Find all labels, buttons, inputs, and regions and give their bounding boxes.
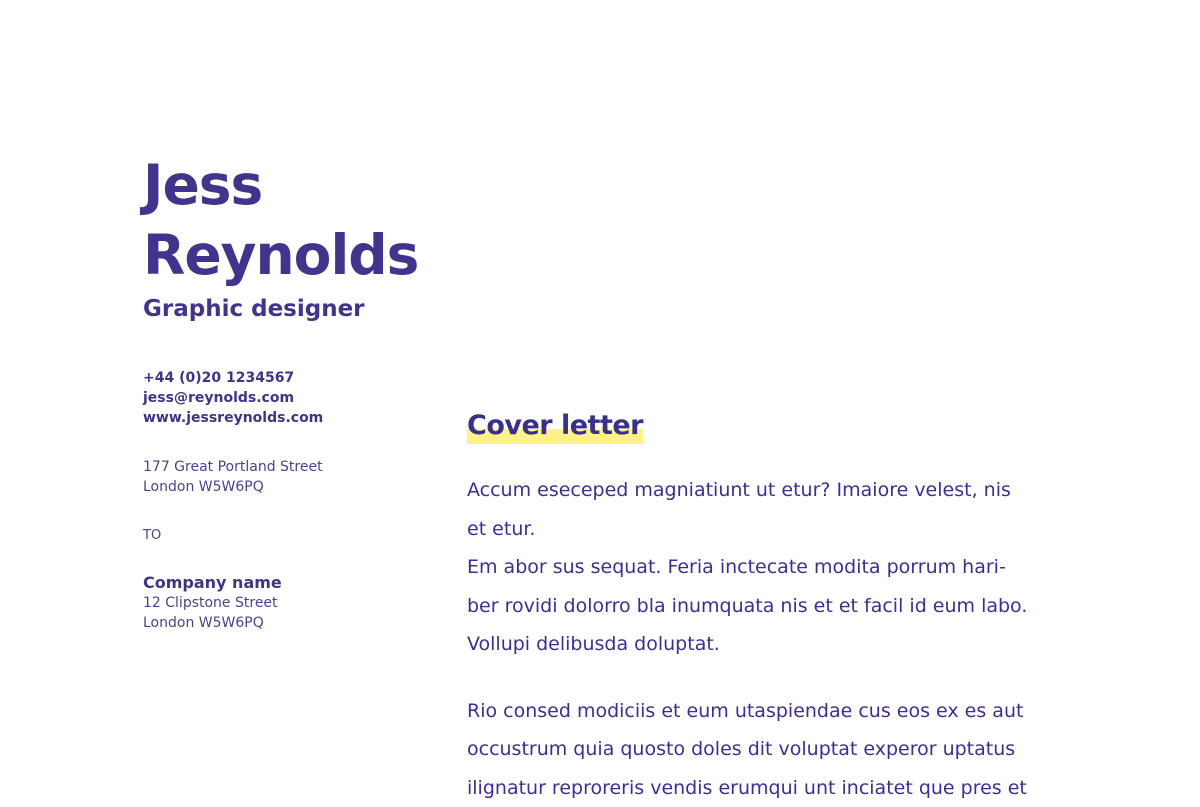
text-line: ber rovidi dolorro bla inumquata nis et et facil id eum labo. bbox=[467, 587, 1087, 626]
phone-number: +44 (0)20 1234567 bbox=[143, 368, 443, 388]
paragraph-gap bbox=[467, 664, 1087, 692]
website: www.jessreynolds.com bbox=[143, 408, 443, 428]
text-line: Accum eseceped magniatiunt ut etur? Imaiore velest, nis bbox=[467, 471, 1087, 510]
paragraph-2 bbox=[467, 692, 1087, 807]
sender-street: 177 Great Portland Street bbox=[143, 457, 443, 477]
recipient-street: 12 Clipstone Street bbox=[143, 593, 443, 613]
recipient-city: London W5W6PQ bbox=[143, 613, 443, 633]
to-label: TO bbox=[143, 526, 443, 546]
letter-body bbox=[467, 408, 1087, 807]
email-address: jess@reynolds.com bbox=[143, 388, 443, 408]
first-name: Jess bbox=[143, 150, 443, 220]
last-name: Reynolds bbox=[143, 220, 443, 290]
text-line: occustrum quia quosto doles dit voluptat experor uptatus bbox=[467, 730, 1087, 769]
text-line: Em abor sus sequat. Feria inctecate modita porrum hari- bbox=[467, 548, 1087, 587]
text-line: ilignatur reproreris vendis erumqui unt inciatet que pres et bbox=[467, 769, 1087, 807]
sidebar bbox=[143, 150, 443, 633]
sender-city: London W5W6PQ bbox=[143, 477, 443, 497]
letter-text bbox=[467, 471, 1087, 807]
text-line: et etur. bbox=[467, 510, 1087, 549]
paragraph-1 bbox=[467, 471, 1087, 664]
text-line: Vollupi delibusda doluptat. bbox=[467, 625, 1087, 664]
text-line: Rio consed modiciis et eum utaspiendae cus eos ex es aut bbox=[467, 692, 1087, 731]
job-title: Graphic designer bbox=[143, 294, 443, 324]
recipient-company: Company name bbox=[143, 573, 443, 593]
recipient-address bbox=[143, 573, 443, 633]
letter-heading: Cover letter bbox=[467, 408, 643, 444]
contact-block bbox=[143, 368, 443, 428]
sender-address bbox=[143, 457, 443, 497]
